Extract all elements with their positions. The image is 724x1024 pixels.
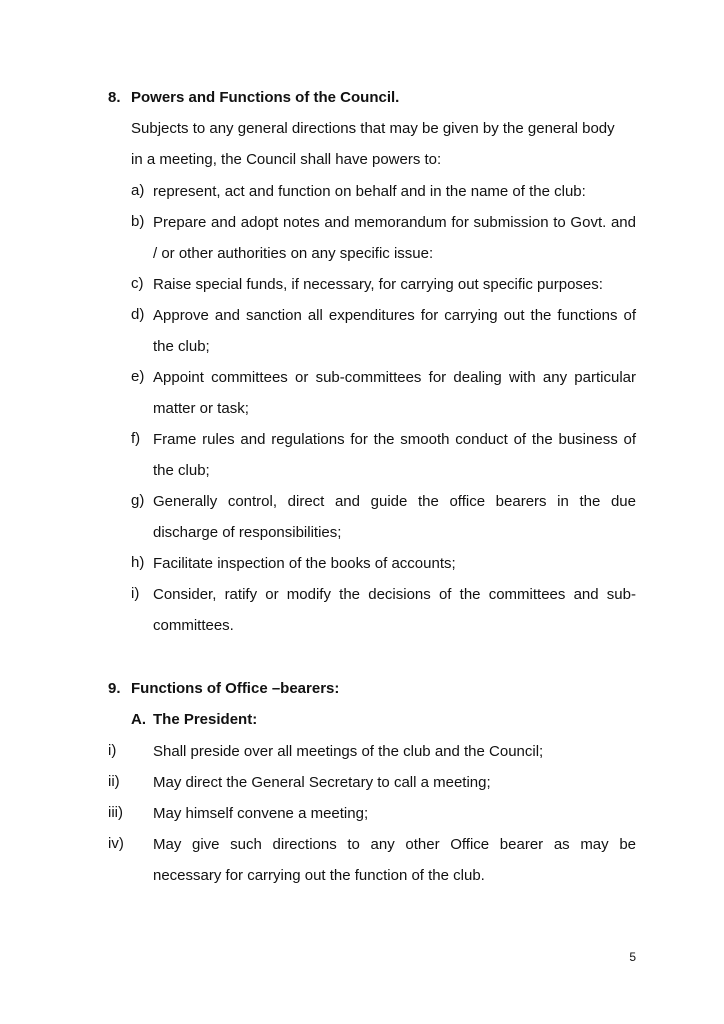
list-item-label: h) — [131, 554, 145, 571]
list-item-text: Appoint committees or sub-committees for dealing with any particular matter or task; — [153, 369, 636, 417]
list-item-text: May himself convene a meeting; — [153, 805, 369, 822]
list-item-text: May direct the General Secretary to call a meeting; — [153, 774, 491, 791]
list-item-label: a) — [131, 182, 145, 199]
section-8-intro-line-2: in a meeting, the Council shall have powers to: — [131, 151, 442, 168]
list-item-label: c) — [131, 275, 144, 292]
list-item-label: iii) — [108, 804, 123, 821]
section-9-number: 9. — [108, 680, 121, 697]
section-8-number: 8. — [108, 89, 121, 106]
list-item-label: i) — [131, 585, 140, 602]
list-item-label: iv) — [108, 835, 124, 852]
section-8-intro-line-1: Subjects to any general directions that may be given by the general body — [131, 120, 615, 137]
list-item-text: Prepare and adopt notes and memorandum for submission to Govt. and / or other authorities on any specific issue: — [153, 214, 636, 262]
section-8-title: Powers and Functions of the Council. — [131, 89, 400, 106]
list-item-text: Consider, ratify or modify the decisions of the committees and sub-committees. — [153, 586, 636, 634]
list-item-text: May give such directions to any other Office bearer as may be necessary for carrying out the function of the club. — [153, 836, 636, 884]
list-item-text: Approve and sanction all expenditures for carrying out the functions of the club; — [153, 307, 636, 355]
list-item-text: Raise special funds, if necessary, for carrying out specific purposes: — [153, 276, 603, 293]
list-item-label: ii) — [108, 773, 120, 790]
list-item-label: g) — [131, 492, 145, 509]
list-item-label: e) — [131, 368, 145, 385]
page-number: 5 — [629, 950, 636, 964]
list-item-text: Facilitate inspection of the books of accounts; — [153, 555, 456, 572]
list-item-label: b) — [131, 213, 145, 230]
list-item-label: f) — [131, 430, 141, 447]
section-9-title: Functions of Office –bearers: — [131, 680, 340, 697]
list-item-text: Generally control, direct and guide the office bearers in the due discharge of responsibilities; — [153, 493, 636, 541]
list-item-text: represent, act and function on behalf and in the name of the club: — [153, 183, 586, 200]
subsection-label: A. — [131, 711, 146, 728]
list-item-text: Shall preside over all meetings of the club and the Council; — [153, 743, 544, 760]
list-item-label: i) — [108, 742, 117, 759]
list-item-label: d) — [131, 306, 145, 323]
list-item-text: Frame rules and regulations for the smooth conduct of the business of the club; — [153, 431, 636, 479]
subsection-title: The President: — [153, 711, 258, 728]
